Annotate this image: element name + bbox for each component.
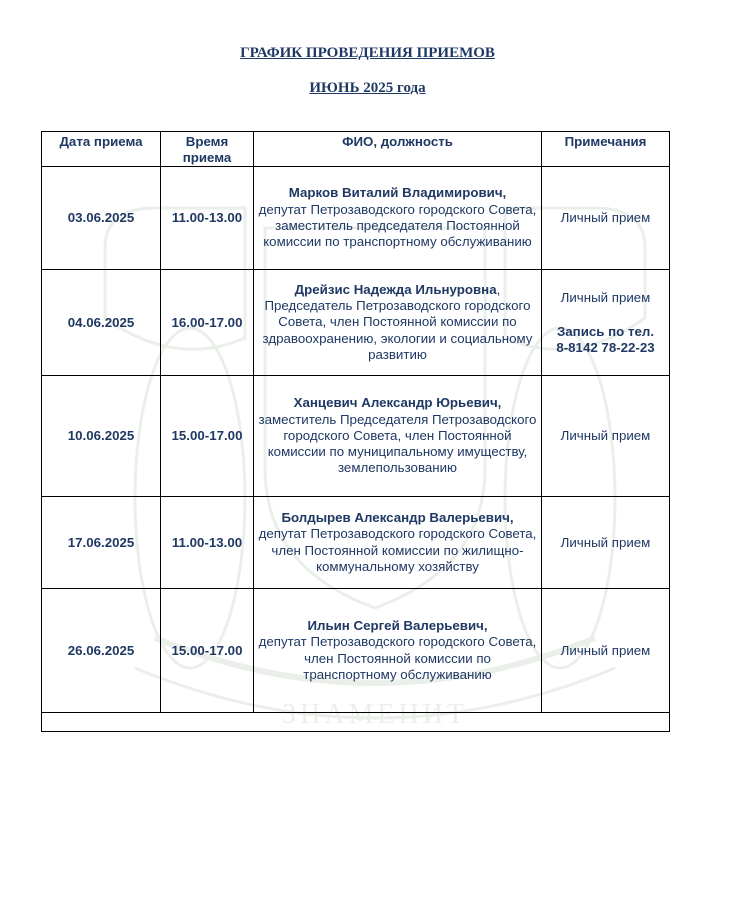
table-row (42, 270, 670, 376)
row-note: Личный прием (542, 497, 670, 589)
row-person (254, 167, 542, 270)
person-name: Дрейзис Надежда Ильнуровна (294, 281, 497, 297)
row-date: 03.06.2025 (42, 167, 161, 270)
row-time: 11.00-13.00 (161, 497, 254, 589)
person-position: , Председатель Петрозаводского городского Совета, член Постоянной комиссии по здравоохранению, экологии и социальному развитию (262, 281, 533, 362)
header-person: ФИО, должность (254, 132, 542, 167)
row-date: 10.06.2025 (42, 376, 161, 497)
person-position: заместитель Председателя Петрозаводского городского Совета, член Постоянной комиссии по муниципальному имуществу, землепользованию (258, 411, 537, 476)
person-name: Ханцевич Александр Юрьевич, (293, 395, 502, 411)
table-row (42, 376, 670, 497)
header-time: Время приема (161, 132, 254, 167)
row-time: 15.00-17.00 (161, 376, 254, 497)
row-person (254, 376, 542, 497)
person-name: Ильин Сергей Валерьевич, (307, 617, 488, 633)
row-note: Личный прием (542, 167, 670, 270)
phone-block (546, 324, 665, 356)
row-note: Личный прием (542, 589, 670, 713)
phone-number: 8-8142 78-22-23 (556, 339, 655, 355)
row-note (542, 270, 670, 376)
person-name: Болдырев Александр Валерьевич, (281, 509, 514, 525)
table-empty-row (42, 713, 670, 732)
watermark-motto: ЗНАМЕНИТ (281, 699, 469, 728)
person-position: депутат Петрозаводского городского Совета, член Постоянной комиссии по транспортному обслуживанию (258, 634, 537, 682)
row-time: 11.00-13.00 (161, 167, 254, 270)
page-title: ГРАФИК ПРОВЕДЕНИЯ ПРИЕМОВ (240, 45, 495, 61)
person-name: Марков Виталий Владимирович, (288, 185, 507, 201)
row-date: 26.06.2025 (42, 589, 161, 713)
table-header-row (42, 132, 670, 167)
table-row (42, 497, 670, 589)
phone-label: Запись по тел. (556, 323, 655, 339)
table-row (42, 589, 670, 713)
note-text: Личный прием (560, 289, 651, 305)
row-time: 15.00-17.00 (161, 589, 254, 713)
page-subtitle: ИЮНЬ 2025 года (309, 80, 426, 96)
header-date: Дата приема (42, 132, 161, 167)
row-person (254, 497, 542, 589)
header-note: Примечания (542, 132, 670, 167)
row-date: 04.06.2025 (42, 270, 161, 376)
row-date: 17.06.2025 (42, 497, 161, 589)
row-note: Личный прием (542, 376, 670, 497)
row-time: 16.00-17.00 (161, 270, 254, 376)
schedule-table (41, 131, 670, 732)
empty-cell (42, 713, 670, 732)
row-person (254, 589, 542, 713)
table-row (42, 167, 670, 270)
person-position: депутат Петрозаводского городского Совета, заместитель председателя Постоянной комиссии по транспортному обслуживанию (258, 201, 537, 250)
row-person (254, 270, 542, 376)
person-position: депутат Петрозаводского городского Совета, член Постоянной комиссии по жилищно-коммунальному хозяйству (258, 526, 537, 574)
